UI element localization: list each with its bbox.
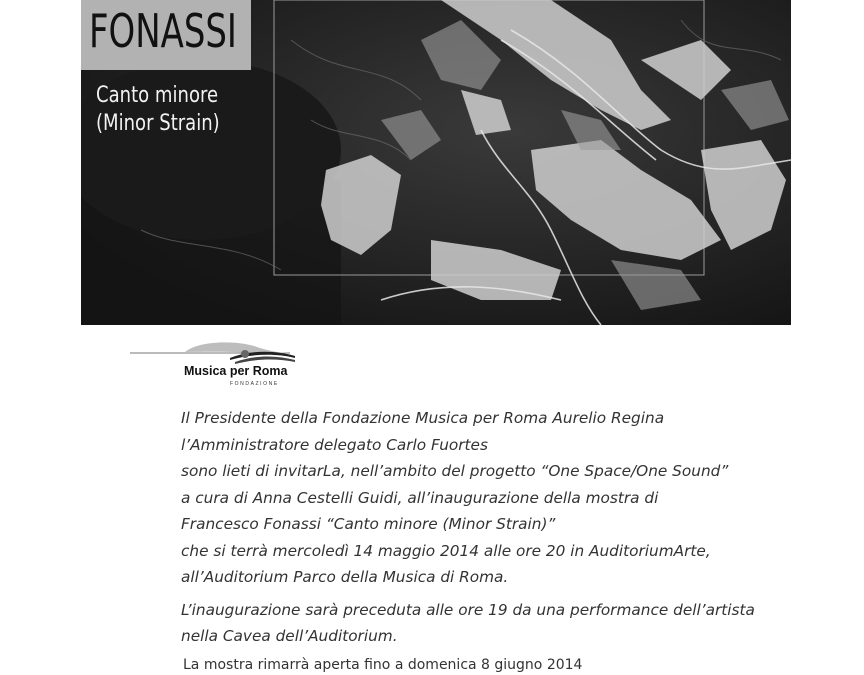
exhibition-title-block: [96, 82, 220, 138]
performance-line: L’inaugurazione sarà preceduta alle ore 19 da una performance dell’artista: [181, 600, 755, 619]
performance-line: nella Cavea dell’Auditorium.: [181, 627, 398, 645]
logo-name: Musica per Roma: [184, 364, 288, 378]
closing-date-note: La mostra rimarrà aperta fino a domenica 8 giugno 2014: [183, 657, 583, 673]
logo-subtitle: FONDAZIONE: [230, 381, 279, 387]
invitation-line: all’Auditorium Parco della Musica di Roma.: [181, 568, 509, 586]
invitation-line: sono lieti di invitarLa, nell’ambito del progetto “One Space/One Sound”: [181, 462, 729, 480]
artist-name-panel: [81, 0, 251, 70]
invitation-line: Il Presidente della Fondazione Musica per Roma Aurelio Regina: [181, 409, 665, 427]
invitation-text: [181, 405, 821, 650]
invitation-line: l’Amministratore delegato Carlo Fuortes: [181, 435, 488, 454]
exhibition-subtitle: (Minor Strain): [96, 111, 220, 136]
musica-per-roma-logo: [130, 338, 310, 390]
artist-name: FONASSI: [89, 4, 237, 58]
exhibition-title: Canto minore: [96, 83, 219, 108]
hero-aerial-image: [81, 0, 791, 325]
invitation-line: Francesco Fonassi “Canto minore (Minor Strain)”: [181, 515, 556, 533]
invitation-line: a cura di Anna Cestelli Guidi, all’inaugurazione della mostra di: [181, 488, 659, 507]
invitation-line: che si terrà mercoledì 14 maggio 2014 alle ore 20 in AuditoriumArte,: [181, 541, 711, 560]
